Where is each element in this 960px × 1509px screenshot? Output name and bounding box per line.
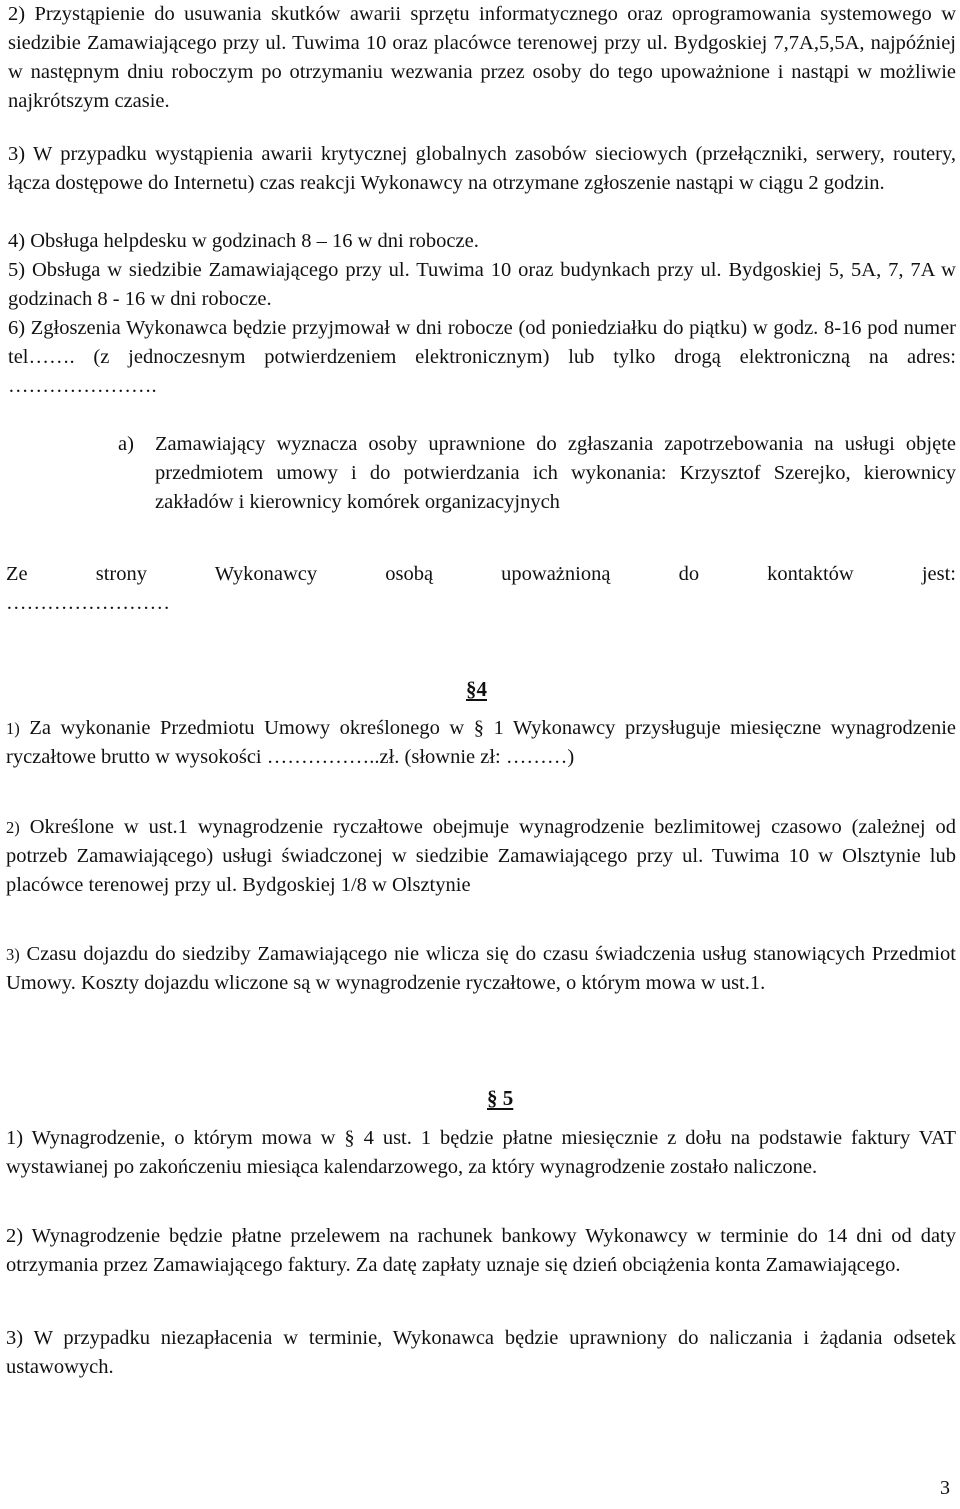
page-number: 3 (940, 1477, 950, 1499)
contact-placeholder: …………………… (6, 592, 170, 614)
contact-line: Ze strony Wykonawcy osobą upoważnioną do kontaktów jest: (6, 563, 956, 585)
list-item-6: 6) Zgłoszenia Wykonawca będzie przyjmował w dni robocze (od poniedziałku do piątku) w godz. 8-16 pod numer tel……. (z jednoczesnym potwierdzeniem elektronicznym) lub tylko drogą elektroniczną na adres: …………………. (8, 317, 956, 397)
section-5-heading: § 5 (487, 1086, 514, 1110)
section-5-paragraph-3: 3) W przypadku niezapłacenia w terminie, Wykonawca będzie uprawniony do naliczania i żądania odsetek ustawowych. (6, 1327, 956, 1378)
section-4-paragraph-1 (6, 714, 956, 772)
list-item-3: 3) W przypadku wystąpienia awarii krytycznej globalnych zasobów sieciowych (przełączniki, serwery, routery, łącza dostępowe do Internetu) czas reakcji Wykonawcy na otrzymane zgłoszenie nastąpi w ciągu 2 godzin. (8, 143, 956, 194)
sub-item-a-text: Zamawiający wyznacza osoby uprawnione do zgłaszania zapotrzebowania na usługi objęte przedmiotem umowy i do potwierdzania ich wykonania: Krzysztof Szerejko, kierownicy zakładów i kierownicy komórek organizacyjnych (155, 433, 956, 513)
section-5-paragraph-1: 1) Wynagrodzenie, o którym mowa w § 4 ust. 1 będzie płatne miesięcznie z dołu na podstawie faktury VAT wystawianej po zakończeniu miesiąca kalendarzowego, za który wynagrodzenie zostało naliczone. (6, 1127, 956, 1178)
paragraph-number: 2) (6, 818, 20, 837)
paragraph-text: Czasu dojazdu do siedziby Zamawiającego nie wlicza się do czasu świadczenia usług stanowiących Przedmiot Umowy. Koszty dojazdu wliczone są w wynagrodzenie ryczałtowe, o którym mowa w ust.1. (6, 943, 956, 994)
paragraph-text: Określone w ust.1 wynagrodzenie ryczałtowe obejmuje wynagrodzenie bezlimitowej czasowo (zależnej od potrzeb Zamawiającego) usługi świadczonej w siedzibie Zamawiającego przy ul. Tuwima 10 w Olsztynie lub placówce terenowej przy ul. Bydgoskiej 1/8 w Olsztynie (6, 816, 957, 896)
section-4-paragraph-3 (6, 940, 956, 998)
section-4-paragraph-2 (6, 813, 956, 900)
section-5-paragraph-2: 2) Wynagrodzenie będzie płatne przelewem na rachunek bankowy Wykonawcy w terminie do 14 dni od daty otrzymania przez Zamawiającego faktury. Za datę zapłaty uznaje się dzień obciążenia konta Zamawiającego. (6, 1225, 956, 1276)
list-item-2: 2) Przystąpienie do usuwania skutków awarii sprzętu informatycznego oraz oprogramowania systemowego w siedzibie Zamawiającego przy ul. Tuwima 10 oraz placówce terenowej przy ul. Bydgoskiej 7,7A,5,5A, najpóźniej w następnym dniu roboczym po otrzymaniu wezwania przez osoby do tego upoważnione i nastąpi w możliwie najkrótszym czasie. (8, 3, 956, 112)
paragraph-text: Za wykonanie Przedmiotu Umowy określonego w § 1 Wykonawcy przysługuje miesięczne wynagrodzenie ryczałtowe brutto w wysokości ……………..zł. (słownie zł: ………) (6, 717, 957, 768)
section-4-heading: §4 (466, 677, 487, 701)
list-item-5: 5) Obsługa w siedzibie Zamawiającego przy ul. Tuwima 10 oraz budynkach przy ul. Bydgoskiej 5, 5A, 7, 7A w godzinach 8 - 16 w dni robocze. (8, 259, 956, 310)
sub-item-marker: a) (118, 433, 134, 455)
list-item-4: 4) Obsługa helpdesku w godzinach 8 – 16 w dni robocze. (8, 230, 479, 252)
paragraph-number: 3) (6, 945, 20, 964)
paragraph-number: 1) (6, 719, 20, 738)
